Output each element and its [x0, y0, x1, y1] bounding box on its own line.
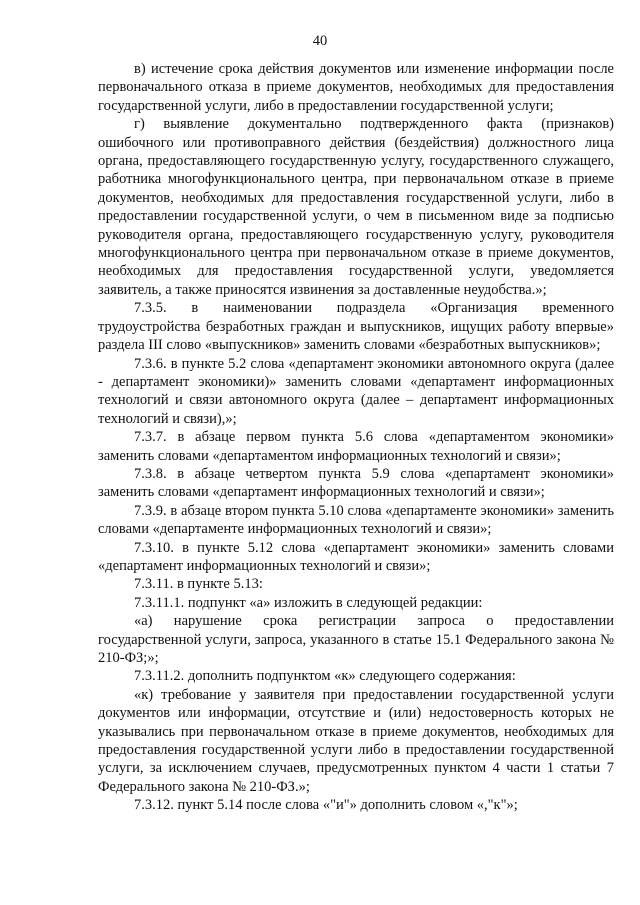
paragraph-7-3-7: 7.3.7. в абзаце первом пункта 5.6 слова «департаментом экономики» заменить словами «департаментом информационных технологий и связи»;	[98, 429, 614, 464]
paragraph-7-3-11-2: 7.3.11.2. дополнить подпунктом «к» следующего содержания:	[134, 668, 516, 685]
paragraph-7-3-12: 7.3.12. пункт 5.14 после слова «"и"» дополнить словом «,"к"»;	[134, 797, 518, 814]
paragraph-7-3-9: 7.3.9. в абзаце втором пункта 5.10 слова «департаменте экономики» заменить словами «департаменте информационных технологий и связи»;	[98, 502, 614, 538]
document-body	[98, 60, 614, 815]
paragraph-g: г) выявление документально подтвержденного факта (признаков) ошибочного или противоправного действия (бездействия) должностного лица органа, предоставляющего государственную услугу, государственного служащего, работника многофункционального центра, при первоначальном отказе в приеме документов, необходимых для предоставления государственной услуги, либо в предоставлении государственной услуги, о чем в письменном виде за подписью руководителя органа, предоставляющего государственную услугу, руководителя многофункционального центра при первоначальном отказе в приеме документов, необходимых для предоставления государственной услуги, уведомляется заявитель, а также приносятся извинения за доставленные неудобства.»;	[98, 116, 614, 298]
page-number: 40	[312, 33, 328, 49]
paragraph-7-3-5: 7.3.5. в наименовании подраздела «Организация временного трудоустройства безработных граждан и выпускников, ищущих работу впервые» раздела III слово «выпускников» заменить словами «безработных выпускников»;	[98, 300, 614, 354]
paragraph-7-3-8: 7.3.8. в абзаце четвертом пункта 5.9 слова «департамент экономики» заменить словами «департамент информационных технологий и связи»;	[98, 465, 614, 501]
paragraph-v: в) истечение срока действия документов или изменение информации после первоначального отказа в приеме документов, необходимых для предоставления государственной услуги, либо в предоставлении государственной услуги;	[98, 61, 614, 114]
paragraph-7-3-11-1: 7.3.11.1. подпункт «а» изложить в следующей редакции:	[134, 594, 483, 611]
paragraph-subitem-k: «к) требование у заявителя при предоставлении государственной услуги документов или информации, отсутствие и (или) недостоверность которых не указывались при первоначальном отказе в приеме документов, необходимых для предоставления государственной услуги либо в предоставлении государственной услуги, за исключением случаев, предусмотренных пунктом 4 части 1 статьи 7 Федерального закона № 210-ФЗ.»;	[98, 686, 614, 795]
paragraph-7-3-10: 7.3.10. в пункте 5.12 слова «департамент экономики» заменить словами «департамент информационных технологий и связи»;	[98, 539, 614, 574]
paragraph-7-3-11: 7.3.11. в пункте 5.13:	[134, 576, 263, 593]
paragraph-subitem-a: «а) нарушение срока регистрации запроса о предоставлении государственной услуги, запроса, указанного в статье 15.1 Федерального закона № 210-ФЗ;»;	[98, 613, 614, 666]
paragraph-7-3-6: 7.3.6. в пункте 5.2 слова «департамент экономики автономного округа (далее - департамент экономики)» заменить словами «департамент информационных технологий и связи автономного округа (далее – департамент информационных технологий и связи),»;	[98, 355, 614, 427]
